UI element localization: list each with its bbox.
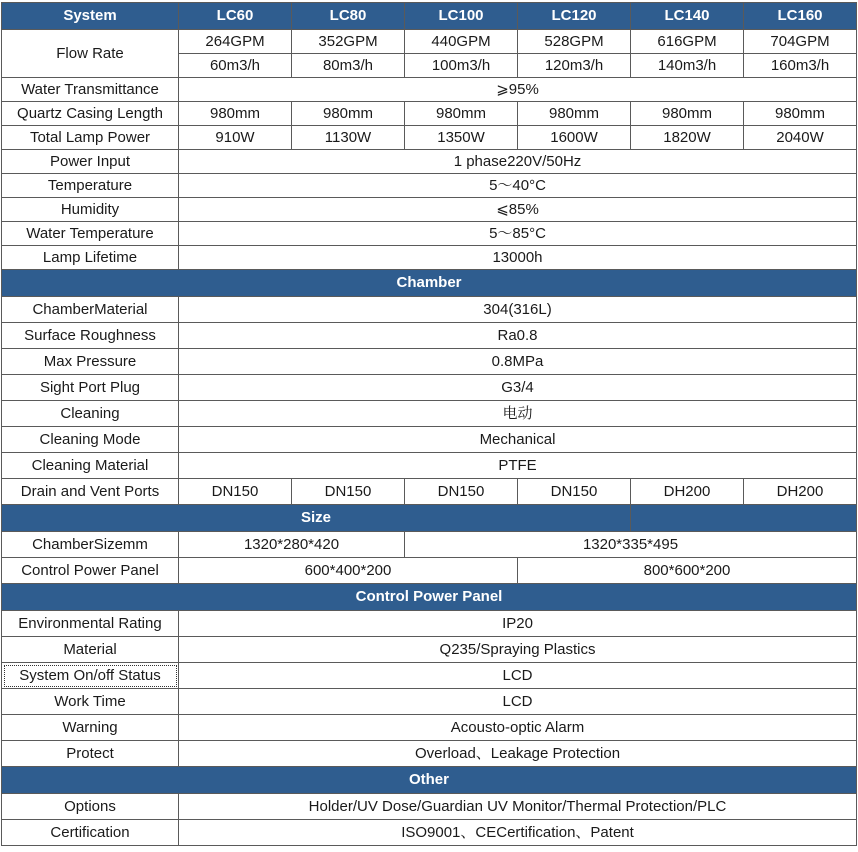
power-input-row	[2, 150, 857, 174]
quartz-length-cell: 980mm	[292, 102, 405, 126]
options-label: Options	[2, 794, 179, 820]
chamber-material-label: ChamberMaterial	[2, 297, 179, 323]
size-section-title: Size	[2, 505, 631, 532]
humidity-label: Humidity	[2, 198, 179, 222]
cleaning-mode-value: Mechanical	[179, 427, 857, 453]
cleaning-material-value: PTFE	[179, 453, 857, 479]
chamber-size-small: 1320*280*420	[179, 532, 405, 558]
chamber-material-value: 304(316L)	[179, 297, 857, 323]
cleaning-row	[2, 401, 857, 427]
flow-gpm-cell: 616GPM	[631, 30, 744, 54]
drain-ports-cell: DN150	[405, 479, 518, 505]
chamber-size-large: 1320*335*495	[405, 532, 857, 558]
protect-label: Protect	[2, 741, 179, 767]
flow-rate-label: Flow Rate	[2, 30, 179, 78]
on-off-status-row	[2, 663, 857, 689]
cleaning-mode-row	[2, 427, 857, 453]
cleaning-mode-label: Cleaning Mode	[2, 427, 179, 453]
lamp-power-row	[2, 126, 857, 150]
work-time-label: Work Time	[2, 689, 179, 715]
lamp-power-cell: 1820W	[631, 126, 744, 150]
protect-row	[2, 741, 857, 767]
cleaning-value: 电动	[179, 401, 857, 427]
chamber-section-row	[2, 270, 857, 297]
flow-gpm-cell: 440GPM	[405, 30, 518, 54]
material-row	[2, 637, 857, 663]
options-row	[2, 794, 857, 820]
control-panel-size-large: 800*600*200	[518, 558, 857, 584]
control-panel-size-small: 600*400*200	[179, 558, 518, 584]
model-header-lc160: LC160	[744, 3, 857, 30]
chamber-material-row	[2, 297, 857, 323]
lamp-lifetime-row	[2, 246, 857, 270]
lamp-power-cell: 910W	[179, 126, 292, 150]
quartz-length-label: Quartz Casing Length	[2, 102, 179, 126]
env-rating-label: Environmental Rating	[2, 611, 179, 637]
size-section-blank	[631, 505, 857, 532]
on-off-status-value: LCD	[179, 663, 857, 689]
drain-ports-cell: DH200	[631, 479, 744, 505]
chamber-size-row	[2, 532, 857, 558]
model-header-lc80: LC80	[292, 3, 405, 30]
quartz-length-cell: 980mm	[744, 102, 857, 126]
drain-ports-cell: DN150	[518, 479, 631, 505]
material-label: Material	[2, 637, 179, 663]
flow-m3h-cell: 100m3/h	[405, 54, 518, 78]
water-transmittance-row	[2, 78, 857, 102]
quartz-length-cell: 980mm	[405, 102, 518, 126]
protect-value: Overload、Leakage Protection	[179, 741, 857, 767]
max-pressure-value: 0.8MPa	[179, 349, 857, 375]
model-header-lc120: LC120	[518, 3, 631, 30]
control-section-row	[2, 584, 857, 611]
temperature-label: Temperature	[2, 174, 179, 198]
chamber-size-label: ChamberSizemm	[2, 532, 179, 558]
flow-m3h-cell: 60m3/h	[179, 54, 292, 78]
certification-value: ISO9001、CECertification、Patent	[179, 820, 857, 846]
certification-label: Certification	[2, 820, 179, 846]
model-header-lc60: LC60	[179, 3, 292, 30]
warning-value: Acousto-optic Alarm	[179, 715, 857, 741]
surface-roughness-row	[2, 323, 857, 349]
flow-gpm-cell: 264GPM	[179, 30, 292, 54]
power-input-label: Power Input	[2, 150, 179, 174]
flow-m3h-cell: 160m3/h	[744, 54, 857, 78]
drain-ports-cell: DH200	[744, 479, 857, 505]
water-transmittance-label: Water Transmittance	[2, 78, 179, 102]
flow-m3h-cell: 120m3/h	[518, 54, 631, 78]
flow-gpm-cell: 704GPM	[744, 30, 857, 54]
quartz-length-row	[2, 102, 857, 126]
lamp-lifetime-label: Lamp Lifetime	[2, 246, 179, 270]
flow-gpm-cell: 352GPM	[292, 30, 405, 54]
water-temperature-value: 5～85°C	[179, 222, 857, 246]
flow-rate-row	[2, 30, 857, 54]
drain-ports-label: Drain and Vent Ports	[2, 479, 179, 505]
sight-port-value: G3/4	[179, 375, 857, 401]
certification-row	[2, 820, 857, 846]
humidity-row	[2, 198, 857, 222]
cleaning-material-label: Cleaning Material	[2, 453, 179, 479]
lamp-power-cell: 1350W	[405, 126, 518, 150]
cleaning-label: Cleaning	[2, 401, 179, 427]
humidity-value: ⩽85%	[179, 198, 857, 222]
lamp-power-cell: 2040W	[744, 126, 857, 150]
power-input-value: 1 phase220V/50Hz	[179, 150, 857, 174]
lamp-power-cell: 1600W	[518, 126, 631, 150]
model-header-lc100: LC100	[405, 3, 518, 30]
water-transmittance-value: ⩾95%	[179, 78, 857, 102]
flow-m3h-cell: 80m3/h	[292, 54, 405, 78]
env-rating-value: IP20	[179, 611, 857, 637]
on-off-status-label[interactable]: System On/off Status	[2, 663, 179, 689]
control-panel-size-label: Control Power Panel	[2, 558, 179, 584]
lamp-lifetime-value: 13000h	[179, 246, 857, 270]
lamp-power-cell: 1130W	[292, 126, 405, 150]
work-time-row	[2, 689, 857, 715]
lamp-power-label: Total Lamp Power	[2, 126, 179, 150]
system-header: System	[2, 3, 179, 30]
quartz-length-cell: 980mm	[179, 102, 292, 126]
drain-ports-cell: DN150	[292, 479, 405, 505]
surface-roughness-value: Ra0.8	[179, 323, 857, 349]
sight-port-label: Sight Port Plug	[2, 375, 179, 401]
spec-table	[1, 2, 857, 846]
work-time-value: LCD	[179, 689, 857, 715]
drain-ports-row	[2, 479, 857, 505]
flow-gpm-cell: 528GPM	[518, 30, 631, 54]
chamber-section-title: Chamber	[2, 270, 857, 297]
water-temperature-label: Water Temperature	[2, 222, 179, 246]
warning-row	[2, 715, 857, 741]
surface-roughness-label: Surface Roughness	[2, 323, 179, 349]
drain-ports-cell: DN150	[179, 479, 292, 505]
other-section-title: Other	[2, 767, 857, 794]
header-row	[2, 3, 857, 30]
flow-m3h-cell: 140m3/h	[631, 54, 744, 78]
quartz-length-cell: 980mm	[631, 102, 744, 126]
quartz-length-cell: 980mm	[518, 102, 631, 126]
max-pressure-row	[2, 349, 857, 375]
env-rating-row	[2, 611, 857, 637]
model-header-lc140: LC140	[631, 3, 744, 30]
control-section-title: Control Power Panel	[2, 584, 857, 611]
material-value: Q235/Spraying Plastics	[179, 637, 857, 663]
size-section-row	[2, 505, 857, 532]
cleaning-material-row	[2, 453, 857, 479]
water-temperature-row	[2, 222, 857, 246]
other-section-row	[2, 767, 857, 794]
max-pressure-label: Max Pressure	[2, 349, 179, 375]
warning-label: Warning	[2, 715, 179, 741]
control-panel-size-row	[2, 558, 857, 584]
sight-port-row	[2, 375, 857, 401]
temperature-row	[2, 174, 857, 198]
temperature-value: 5～40°C	[179, 174, 857, 198]
options-value: Holder/UV Dose/Guardian UV Monitor/Thermal Protection/PLC	[179, 794, 857, 820]
